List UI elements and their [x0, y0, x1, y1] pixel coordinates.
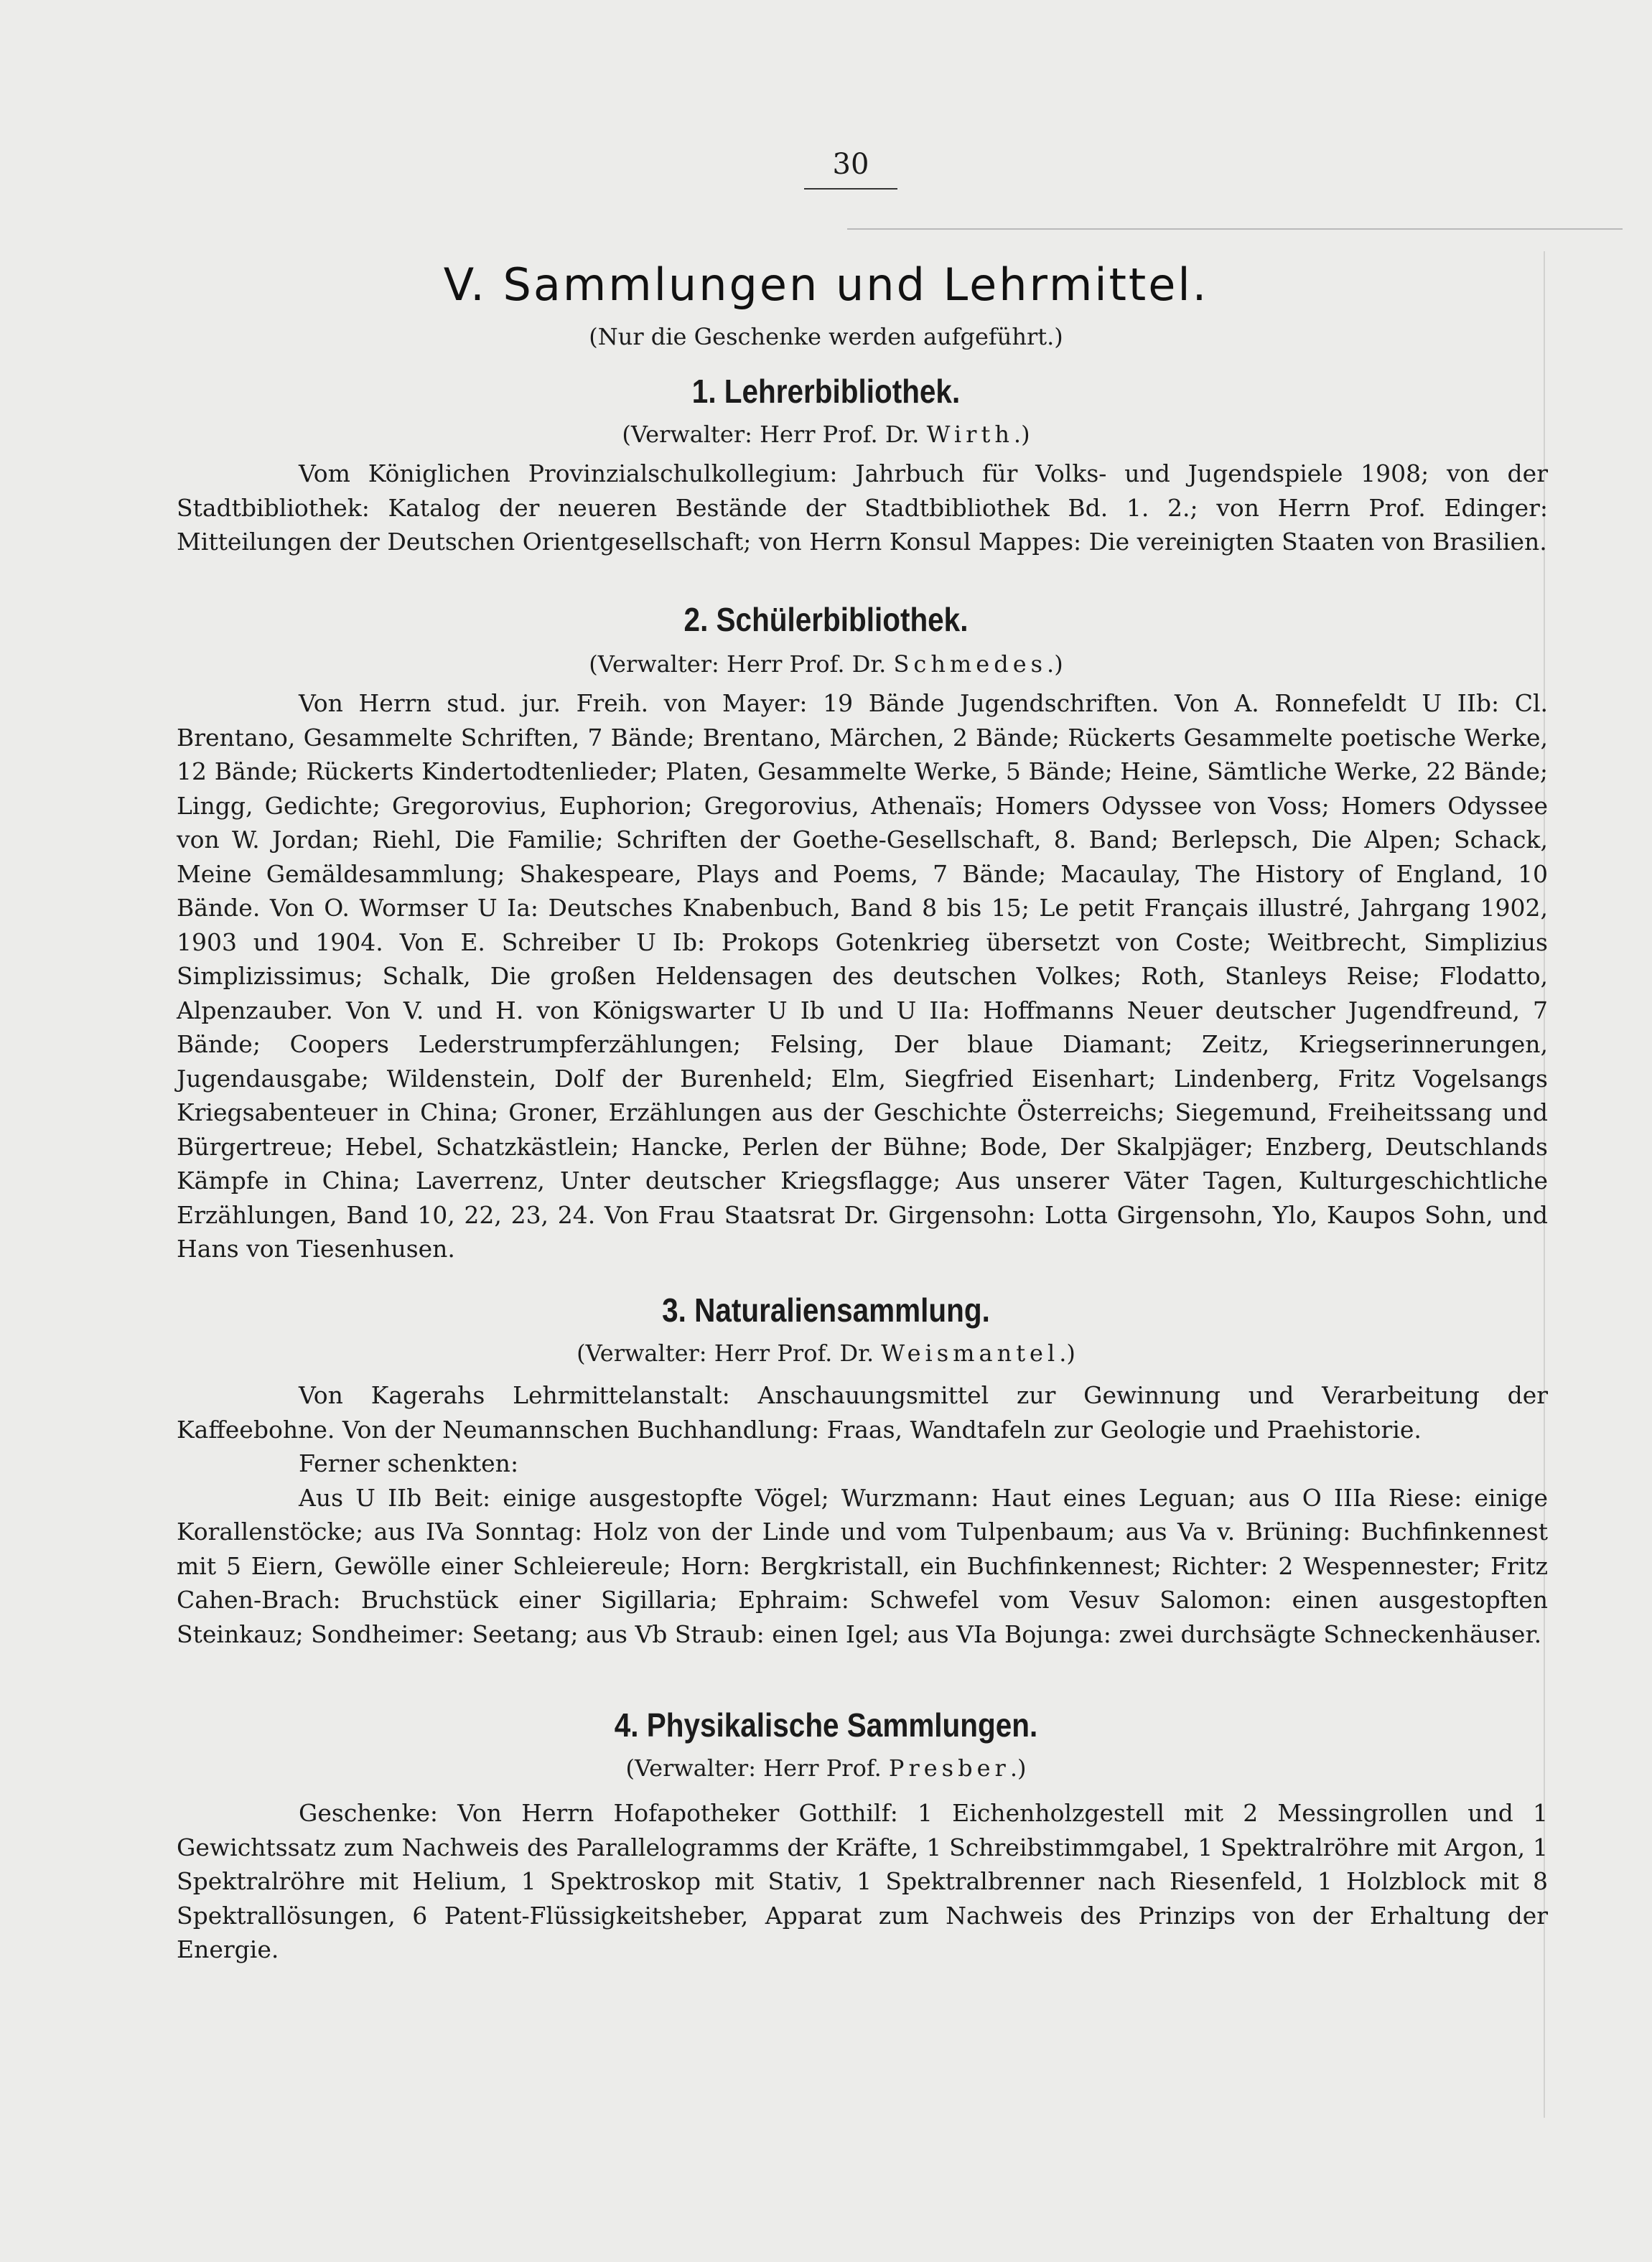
- section-administrator: (Verwalter: Herr Prof. Presber.): [625, 1754, 1027, 1782]
- paragraph: Ferner schenkten:: [299, 1449, 519, 1477]
- section-heading-naturaliensammlung: 3. Naturaliensammlung.: [662, 1291, 990, 1329]
- title-note: (Nur die Geschenke werden aufgeführt.): [589, 323, 1063, 350]
- show-through-table-edge: [1544, 251, 1631, 2118]
- paragraph: Aus U IIb Beit: einige ausgestopfte Vögel; Wurzmann: Haut eines Leguan; aus O IIIa Riese: einige Korallenstöcke; aus IVa Sonntag: Holz von der Linde und vom Tulpenbaum; aus Va v. Brüning: Buchfinkennest mit 5 Eiern, Gewölle einer Schleiereule; Horn: Bergkristall, ein Buchfinkennest; Richter: 2 Wespennester; Fritz Cahen-Brach: Bruchstück einer Sigillaria; Ephraim: Schwefel vom Vesuv Salomon: einen ausgestopften Steinkauz; Sondheimer: Seetang; aus Vb Straub: einen Igel; aus VIa Bojunga: zwei durchsägte Schneckenhäuser.: [177, 1483, 1548, 1648]
- paragraph: Geschenke: Von Herrn Hofapotheker Gotthilf: 1 Eichenholzgestell mit 2 Messingrollen und 1 Gewichtssatz zum Nachweis des Parallelogramms der Kräfte, 1 Schreibstimmgabel, 1 Spektralröhre mit Argon, 1 Spektralröhre mit Helium, 1 Spektroskop mit Stativ, 1 Spektralbrenner nach Riesenfeld, 1 Holzblock mit 8 Spektrallösungen, 6 Patent-Flüssigkeitsheber, Apparat zum Nachweis des Prinzips von der Erhaltung der Energie.: [177, 1799, 1548, 1963]
- section-body-naturaliensammlung: [177, 1378, 1548, 1651]
- section-heading-schuelerbibliothek: 2. Schülerbibliothek.: [683, 601, 969, 638]
- section-body-schuelerbibliothek: [177, 686, 1548, 1266]
- header-rule: [847, 228, 1623, 230]
- paragraph: Von Kagerahs Lehrmittelanstalt: Anschauungsmittel zur Gewinnung und Verarbeitung der Kaffeebohne. Von der Neumannschen Buchhandlung: Fraas, Wandtafeln zur Geologie und Praehistorie.: [177, 1381, 1548, 1444]
- paragraph: Vom Königlichen Provinzialschulkollegium: Jahrbuch für Volks- und Jugendspiele 1908; von der Stadtbibliothek: Katalog der neueren Bestände der Stadtbibliothek Bd. 1. 2.; von Herrn Prof. Edinger: Mitteilungen der Deutschen Orientgesellschaft; von Herrn Konsul Mappes: Die vereinigten Staaten von Brasilien.: [177, 459, 1548, 556]
- section-heading-physikalische-sammlungen: 4. Physikalische Sammlungen.: [614, 1706, 1038, 1744]
- section-administrator: (Verwalter: Herr Prof. Dr. Schmedes.): [589, 650, 1063, 678]
- section-body-lehrerbibliothek: [177, 457, 1548, 559]
- section-administrator: (Verwalter: Herr Prof. Dr. Weismantel.): [577, 1340, 1075, 1367]
- page-title: V. Sammlungen und Lehrmittel.: [443, 258, 1209, 311]
- section-heading-lehrerbibliothek: 1. Lehrerbibliothek.: [691, 373, 961, 410]
- paragraph: Von Herrn stud. jur. Freih. von Mayer: 19 Bände Jugendschriften. Von A. Ronnefeldt U IIb: Cl. Brentano, Gesammelte Schriften, 7 Bände; Brentano, Märchen, 2 Bände; Rückerts Gesammelte poetische Werke, 12 Bände; Rückerts Kindertodtenlieder; Platen, Gesammelte Werke, 5 Bände; Heine, Sämtliche Werke, 22 Bände; Lingg, Gedichte; Gregorovius, Euphorion; Gregorovius, Athenaïs; Homers Odyssee von Voss; Homers Odyssee von W. Jordan; Riehl, Die Familie; Schriften der Goethe-Gesellschaft, 8. Band; Berlepsch, Die Alpen; Schack, Meine Gemäldesammlung; Shakespeare, Plays and Poems, 7 Bände; Macaulay, The History of England, 10 Bände. Von O. Wormser U Ia: Deutsches Knabenbuch, Band 8 bis 15; Le petit Français illustré, Jahrgang 1902, 1903 und 1904. Von E. Schreiber U Ib: Prokops Gotenkrieg übersetzt von Coste; Weitbrecht, Simplizius Simplizissimus; Schalk, Die großen Heldensagen des deutschen Volkes; Roth, Stanleys Reise; Flodatto, Alpenzauber. Von V. und H. von Königswarter U Ib und U IIa: Hoffmanns Neuer deutscher Jugendfreund, 7 Bände; Coopers Lederstrumpferzählungen; Felsing, Der blaue Diamant; Zeitz, Kriegserinnerungen, Jugendausgabe; Wildenstein, Dolf der Burenheld; Elm, Siegfried Eisenhart; Lindenberg, Fritz Vogelsangs Kriegsabenteuer in China; Groner, Erzählungen aus der Geschichte Österreichs; Siegemund, Freiheitssang und Bürgertreue; Hebel, Schatzkästlein; Hancke, Perlen der Bühne; Bode, Der Skalpjäger; Enzberg, Deutschlands Kämpfe in China; Laverrenz, Unter deutscher Kriegsflagge; Aus unserer Väter Tagen, Kulturgeschichtliche Erzählungen, Band 10, 22, 23, 24. Von Frau Staatsrat Dr. Girgensohn: Lotta Girgensohn, Ylo, Kaupos Sohn, und Hans von Tiesenhusen.: [177, 689, 1548, 1263]
- section-body-physikalische-sammlungen: [177, 1796, 1548, 1967]
- section-administrator: (Verwalter: Herr Prof. Dr. Wirth.): [622, 421, 1030, 448]
- page-number: 30: [804, 148, 897, 190]
